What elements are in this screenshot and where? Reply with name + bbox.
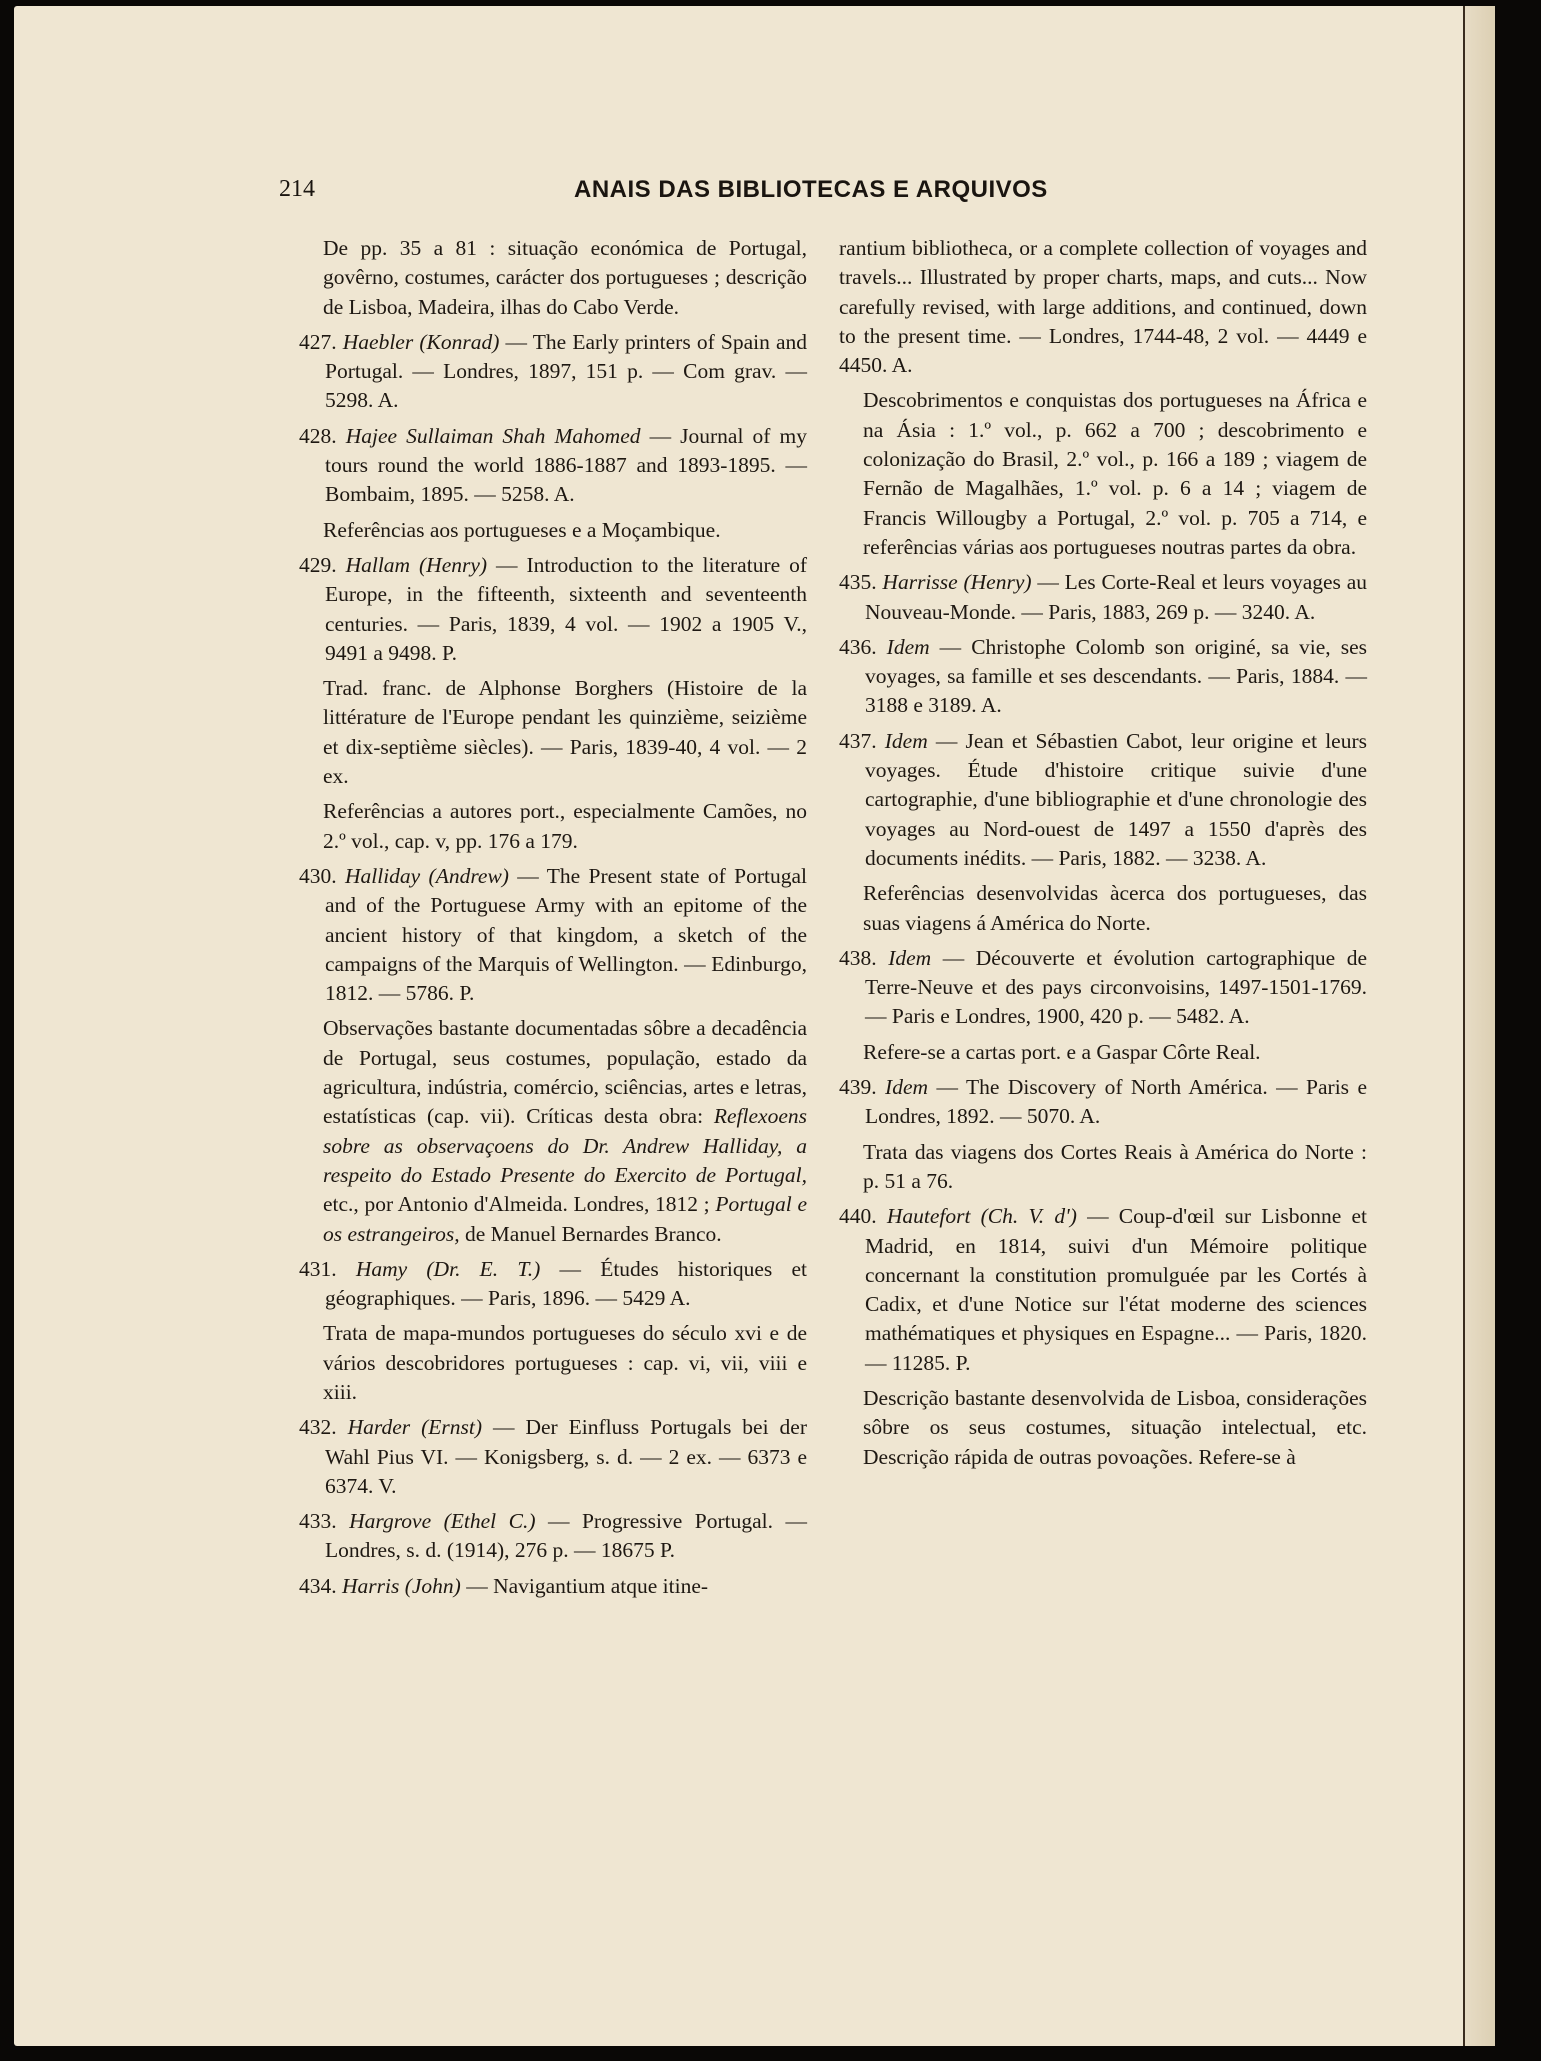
entry-author: Harrisse (Henry) bbox=[882, 570, 1032, 595]
entry-number: 431. bbox=[299, 1256, 337, 1281]
entry-author: Halliday (Andrew) bbox=[344, 863, 509, 888]
entry-author: Idem bbox=[886, 634, 930, 659]
entry-429 bbox=[299, 551, 807, 668]
entry-text: — Découverte et évolution cartographique de Terre-Neuve et des pays circonvoisins, 1497-1501-1769. — Paris e Londres, 1900, 420 p. — 5482. A. bbox=[865, 945, 1368, 1029]
entry-428 bbox=[299, 422, 807, 510]
page-edge bbox=[1463, 6, 1495, 2046]
entry-author: Hajee Sullaiman Shah Mahomed bbox=[345, 423, 641, 448]
page-number: 214 bbox=[279, 176, 315, 202]
entry-note: Referências aos portugueses e a Moçambique. bbox=[323, 517, 721, 542]
entry-number: 440. bbox=[839, 1204, 877, 1229]
entry-number: 429. bbox=[299, 552, 337, 577]
entry-note: Trad. franc. de Alphonse Borghers (Histoire de la littérature de l'Europe pendant les quinzième, seizième et dix-septième siècles). — Paris, 1839-40, 4 vol. — 2 ex. bbox=[323, 676, 807, 789]
entry-number: 439. bbox=[839, 1075, 877, 1100]
book-page bbox=[14, 6, 1495, 2046]
entry-note: Trata das viagens dos Cortes Reais à América do Norte : p. 51 a 76. bbox=[863, 1139, 1367, 1193]
note-title: Reflexoens sobre as observaçoens do Dr. Andrew Halliday, a respeito do Estado Presente do Exercito de Portugal, bbox=[323, 1104, 807, 1187]
entry-note: Descobrimentos e conquistas dos portugueses na África e na Ásia : 1.º vol., p. 662 a 700 ; descobrimento e colonização do Brasil, 2.º vol., p. 166 a 189 ; viagem de Fernão de Magalhães, 1.º vol. p. 6 a 14 ; viagem de Francis Willougby a Portugal, 2.º vol. p. 705 a 714, e referências várias aos portugueses noutras partes da obra. bbox=[863, 388, 1367, 559]
entry-author: Harder (Ernst) bbox=[347, 1415, 482, 1440]
right-column bbox=[839, 234, 1367, 1478]
entry-text: — Jean et Sébastien Cabot, leur origine et leurs voyages. Étude d'histoire critique suivie d'une cartographie, d'une bibliographie et d'une chronologie des voyages au Nord-ouest de 1497 a 1550 d'après des documents inédits. — Paris, 1882. — 3238. A. bbox=[865, 728, 1367, 870]
entry-434 bbox=[299, 1572, 807, 1601]
entry-436 bbox=[839, 633, 1367, 721]
entry-437 bbox=[839, 727, 1367, 873]
entry-number: 428. bbox=[299, 423, 337, 448]
entry-text: — The Early printers of Spain and Portugal. — Londres, 1897, 151 p. — Com grav. — 5298. A. bbox=[325, 329, 808, 413]
entry-note: Referências a autores port., especialmente Camões, no 2.º vol., cap. v, pp. 176 a 179. bbox=[323, 799, 807, 853]
left-column bbox=[299, 234, 807, 1607]
entry-text: — Der Einfluss Portugals bei der Wahl Pius VI. — Konigsberg, s. d. — 2 ex. — 6373 e 6374. V. bbox=[325, 1415, 807, 1498]
entry-author: Hargrove (Ethel C.) bbox=[349, 1509, 536, 1534]
entry-435 bbox=[839, 568, 1367, 627]
entry-text: — Les Corte-Real et leurs voyages au Nouveau-Monde. — Paris, 1883, 269 p. — 3240. A. bbox=[865, 570, 1368, 624]
entry-note: Referências desenvolvidas àcerca dos portugueses, das suas viagens á América do Norte. bbox=[863, 881, 1367, 935]
entry-431 bbox=[299, 1255, 807, 1314]
entry-text: — Coup-d'œil sur Lisbonne et Madrid, en 1814, suivi d'un Mémoire politique concernant la constitution promulguée par les Cortés à Cadix, et d'une Notice sur l'état moderne des sciences mathématiques et physiques en Espagne... — Paris, 1820. — 11285. P. bbox=[865, 1204, 1368, 1375]
entry-426-continuation: De pp. 35 a 81 : situação económica de Portugal, govêrno, costumes, carácter dos portugueses ; descrição de Lisboa, Madeira, ilhas do Cabo Verde. bbox=[323, 236, 807, 319]
entry-author: Idem bbox=[885, 1075, 929, 1100]
entry-number: 435. bbox=[839, 570, 877, 595]
entry-number: 434. bbox=[299, 1573, 337, 1598]
entry-430 bbox=[299, 862, 807, 1008]
entry-text: — Études historiques et géographiques. — Paris, 1896. — 5429 A. bbox=[325, 1256, 808, 1311]
entry-432 bbox=[299, 1413, 807, 1501]
entry-author: Hamy (Dr. E. T.) bbox=[355, 1256, 541, 1281]
entry-text: — Journal of my tours round the world 1886-1887 and 1893-1895. — Bombaim, 1895. — 5258. A. bbox=[325, 423, 807, 507]
entry-text: — Navigantium atque itine- bbox=[460, 1573, 709, 1598]
entry-number: 433. bbox=[299, 1509, 337, 1534]
entry-439 bbox=[839, 1073, 1367, 1132]
entry-number: 430. bbox=[299, 863, 337, 888]
entry-note: Trata de mapa-mundos portugueses do século xvi e de vários descobridores portugueses : cap. vi, vii, viii e xiii. bbox=[323, 1321, 807, 1404]
entry-author: Haebler (Konrad) bbox=[342, 329, 500, 354]
entry-number: 427. bbox=[299, 329, 337, 354]
note-text: de Manuel Bernardes Branco. bbox=[459, 1221, 722, 1246]
entry-note bbox=[323, 1014, 807, 1248]
entry-text: — Christophe Colomb son originé, sa vie, ses voyages, sa famille et ses descendants. — Paris, 1884. — 3188 e 3189. A. bbox=[865, 634, 1367, 718]
entry-433 bbox=[299, 1507, 807, 1566]
note-title: Portugal e os estrangeiros, bbox=[323, 1192, 807, 1246]
entry-427 bbox=[299, 328, 807, 416]
entry-number: 437. bbox=[839, 728, 877, 753]
entry-text: — Introduction to the literature of Europe, in the fifteenth, sixteenth and seventeenth centuries. — Paris, 1839, 4 vol. — 1902 a 1905 V., 9491 a 9498. P. bbox=[325, 552, 807, 665]
entry-author: Harris (John) bbox=[342, 1573, 461, 1598]
entry-note: Refere-se a cartas port. e a Gaspar Côrte Real. bbox=[863, 1039, 1261, 1064]
entry-text: — The Present state of Portugal and of the Portuguese Army with an epitome of the ancient history of that kingdom, a sketch of the campaigns of the Marquis of Wellington. — Edinburgo, 1812. — 5786. P. bbox=[325, 863, 807, 1006]
entry-text: — The Discovery of North América. — Paris e Londres, 1892. — 5070. A. bbox=[865, 1075, 1367, 1129]
entry-author: Hallam (Henry) bbox=[345, 552, 488, 577]
entry-number: 432. bbox=[299, 1415, 337, 1440]
entry-434-continuation: rantium bibliotheca, or a complete collection of voyages and travels... Illustrated by proper charts, maps, and cuts... Now carefully revised, with large additions, and continued, down to the present time. — Londres, 1744-48, 2 vol. — 4449 e 4450. A. bbox=[839, 236, 1367, 378]
entry-note: Descrição bastante desenvolvida de Lisboa, considerações sôbre os seus costumes, situação intelectual, etc. Descrição rápida de outras povoações. Refere-se à bbox=[863, 1385, 1367, 1469]
entry-author: Hautefort (Ch. V. d') bbox=[886, 1204, 1077, 1229]
note-text: Observações bastante documentadas sôbre a decadência de Portugal, seus costumes, população, estado da agricultura, indústria, comércio, sciências, artes e letras, estatísticas (cap. vii). Críticas desta obra: bbox=[323, 1016, 807, 1129]
entry-440 bbox=[839, 1202, 1367, 1378]
entry-text: — Progressive Portugal. — Londres, s. d. (1914), 276 p. — 18675 P. bbox=[325, 1509, 807, 1563]
entry-438 bbox=[839, 944, 1367, 1032]
entry-number: 438. bbox=[839, 945, 877, 970]
entry-author: Idem bbox=[888, 945, 932, 970]
entry-author: Idem bbox=[884, 728, 928, 753]
note-text: etc., por Antonio d'Almeida. Londres, 1812 ; bbox=[323, 1192, 716, 1217]
entry-number: 436. bbox=[839, 634, 877, 659]
running-title: ANAIS DAS BIBLIOTECAS E ARQUIVOS bbox=[574, 176, 1048, 203]
